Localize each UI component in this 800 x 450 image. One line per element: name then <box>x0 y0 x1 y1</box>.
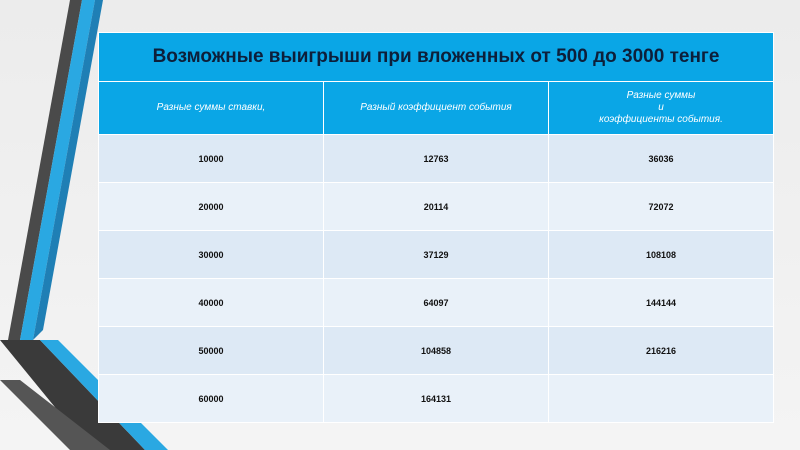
cell-bet: 40000 <box>99 279 324 327</box>
cell-coefficient: 164131 <box>324 375 549 423</box>
header-bet-amounts: Разные суммы ставки, <box>99 82 324 135</box>
header-row <box>99 82 774 135</box>
cell-bet: 30000 <box>99 231 324 279</box>
table-title: Возможные выигрыши при вложенных от 500 до 3000 тенге <box>99 33 774 82</box>
cell-coefficient: 12763 <box>324 135 549 183</box>
cell-bet: 60000 <box>99 375 324 423</box>
cell-bet: 10000 <box>99 135 324 183</box>
header-amounts-and-coefficients <box>549 82 774 135</box>
table-row <box>99 183 774 231</box>
cell-coefficient: 104858 <box>324 327 549 375</box>
cell-coefficient: 64097 <box>324 279 549 327</box>
cell-combined: 36036 <box>549 135 774 183</box>
header-line: и <box>658 102 664 113</box>
winnings-table <box>98 32 774 423</box>
cell-combined: 72072 <box>549 183 774 231</box>
cell-combined: 108108 <box>549 231 774 279</box>
header-line: Разные суммы <box>626 90 696 101</box>
table-row <box>99 231 774 279</box>
cell-coefficient: 37129 <box>324 231 549 279</box>
cell-combined: 216216 <box>549 327 774 375</box>
table-row <box>99 279 774 327</box>
table-row <box>99 135 774 183</box>
cell-bet: 20000 <box>99 183 324 231</box>
table-row <box>99 327 774 375</box>
header-event-coefficient: Разный коэффициент события <box>324 82 549 135</box>
header-line: коэффициенты события. <box>599 114 723 125</box>
cell-combined <box>549 375 774 423</box>
cell-combined: 144144 <box>549 279 774 327</box>
cell-coefficient: 20114 <box>324 183 549 231</box>
table-row <box>99 375 774 423</box>
cell-bet: 50000 <box>99 327 324 375</box>
